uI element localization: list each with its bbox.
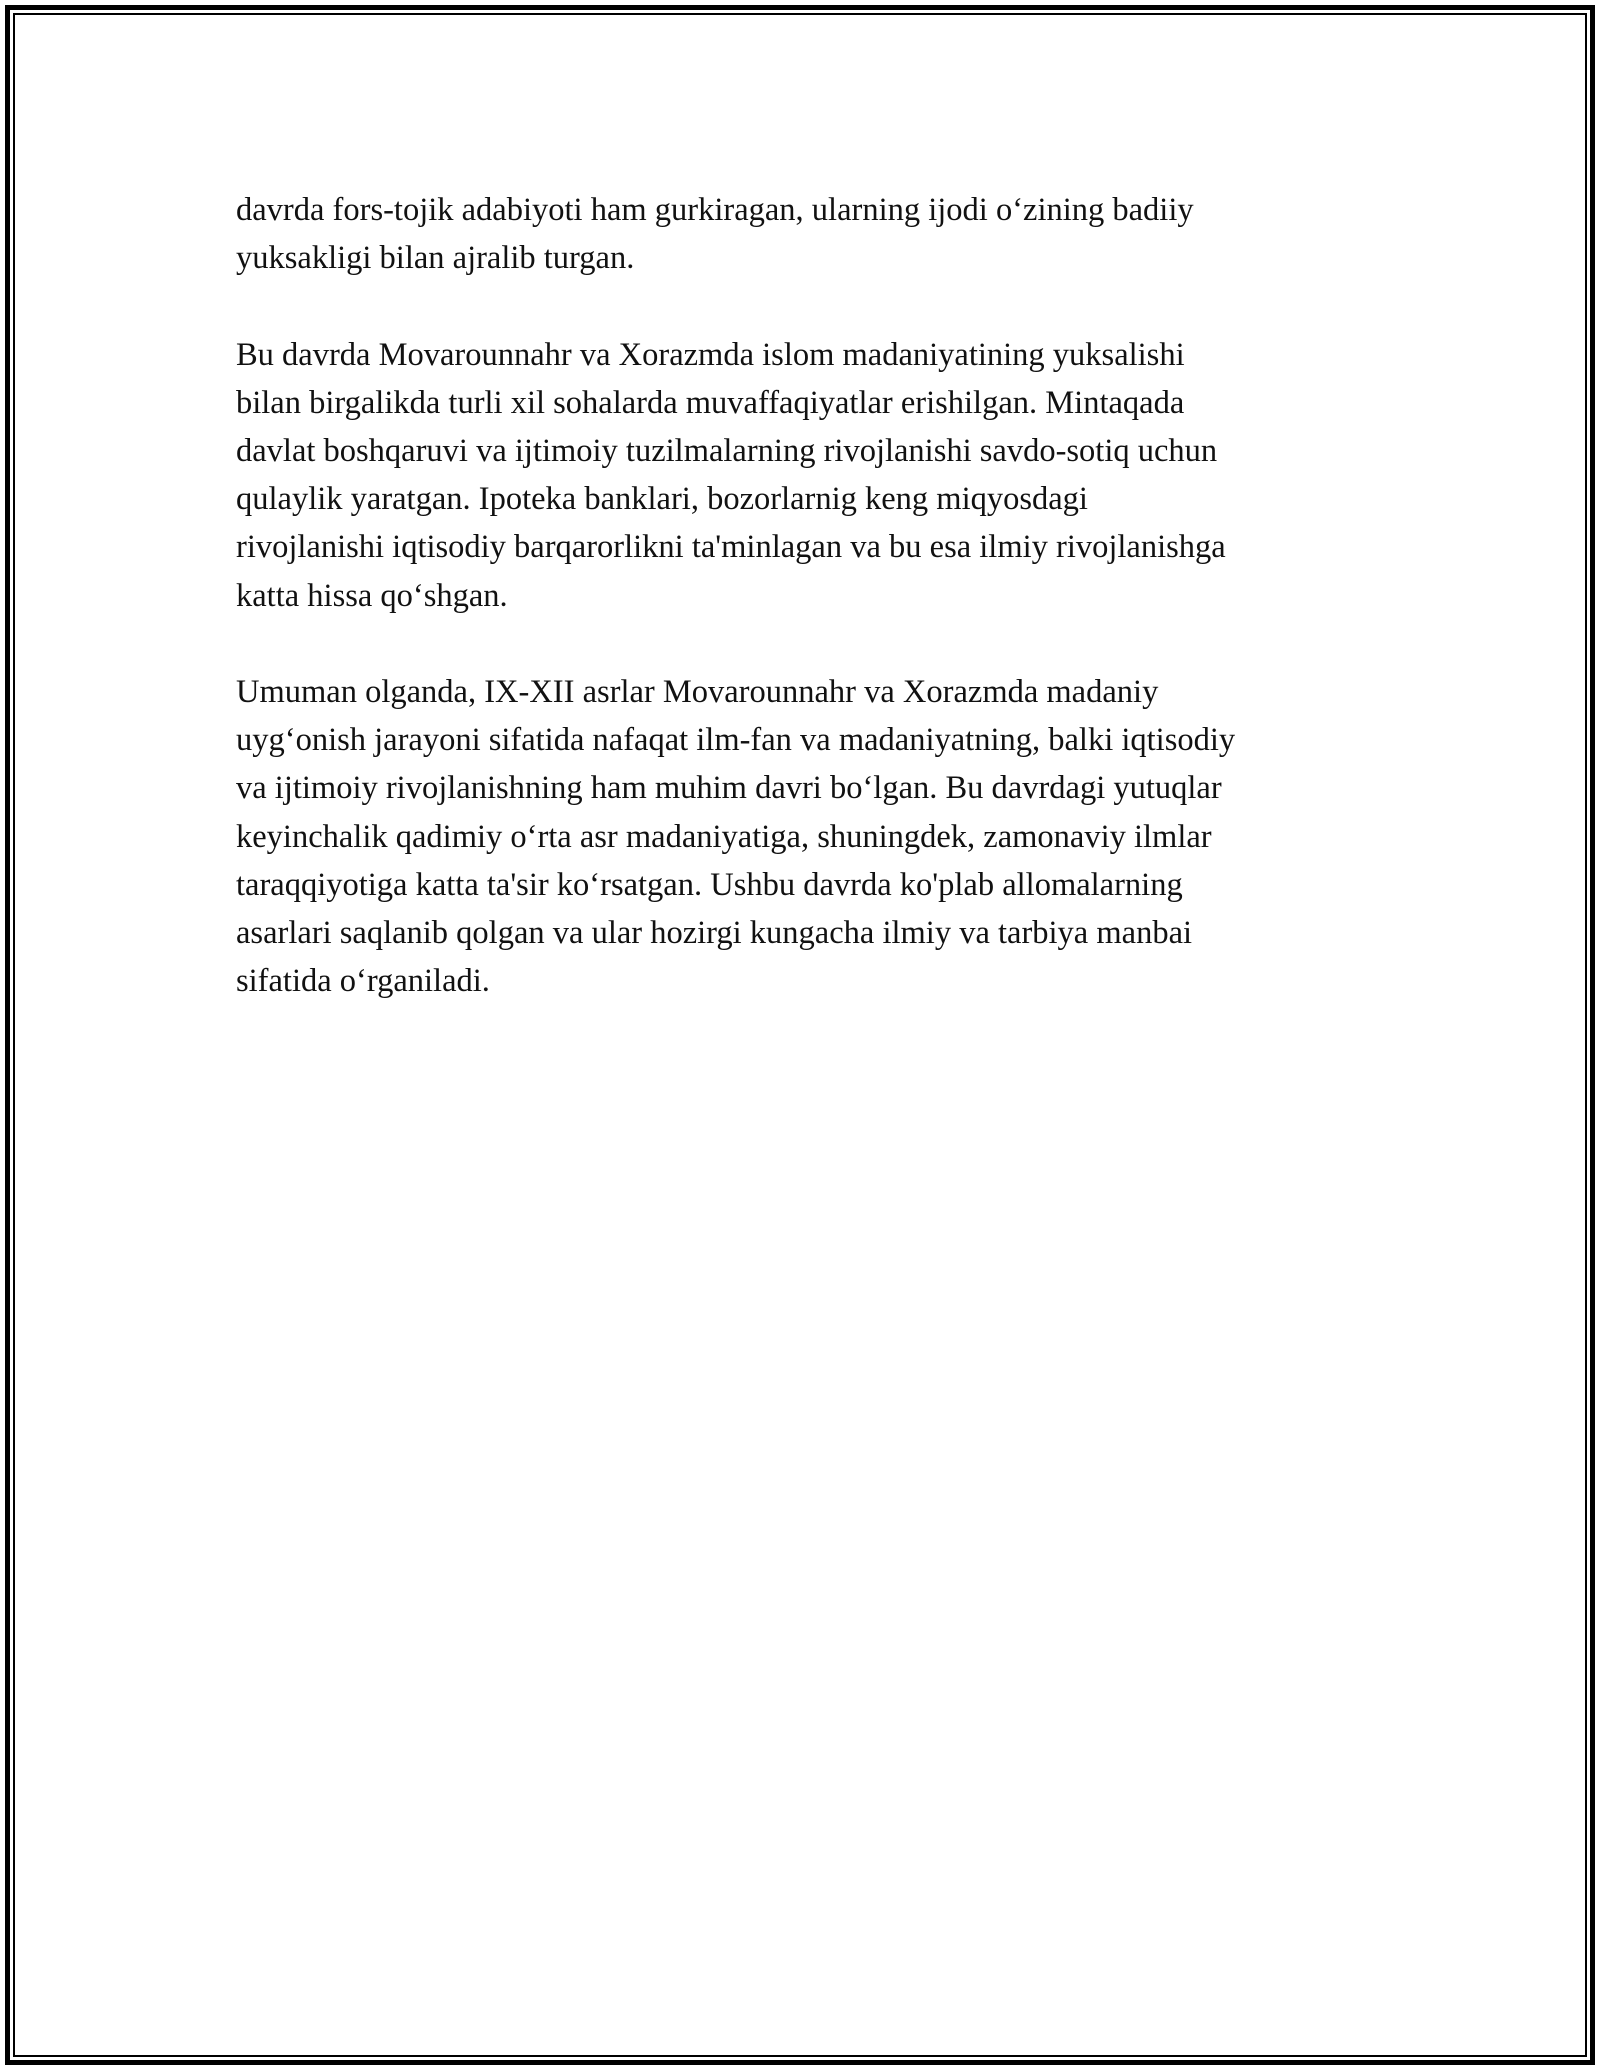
paragraph-1: davrda fors-tojik adabiyoti ham gurkiragan, ularning ijodi o‘zining badiiy yuksakligi bilan ajralib turgan. bbox=[236, 192, 1194, 277]
paragraph-3: Umuman olganda, IX-XII asrlar Movarounnahr va Xorazmda madaniy uyg‘onish jarayoni sifatida nafaqat ilm-fan va madaniyatning, balki iqtisodiy va ijtimoiy rivojlanishning ham muhim davri bo‘lgan. Bu davrdagi yutuqlar keyinchalik qadimiy o‘rta asr madaniyatiga, shuningdek, zamonaviy ilmlar taraqqiyotiga katta ta'sir ko‘rsatgan. Ushbu davrda ko'plab allomalarning asarlari saqlanib qolgan va ular hozirgi kungacha ilmiy va tarbiya manbai sifatida o‘rganiladi. bbox=[236, 674, 1236, 1000]
paragraph-2: Bu davrda Movarounnahr va Xorazmda islom madaniyatining yuksalishi bilan birgalikda turli xil sohalarda muvaffaqiyatlar erishilgan. Mintaqada davlat boshqaruvi va ijtimoiy tuzilmalarning rivojlanishi savdo-sotiq uchun qulaylik yaratgan. Ipoteka banklari, bozorlarnig keng miqyosdagi rivojlanishi iqtisodiy barqarorlikni ta'minlagan va bu esa ilmiy rivojlanishga katta hissa qo‘shgan. bbox=[236, 336, 1226, 614]
document-body bbox=[236, 186, 1386, 1054]
